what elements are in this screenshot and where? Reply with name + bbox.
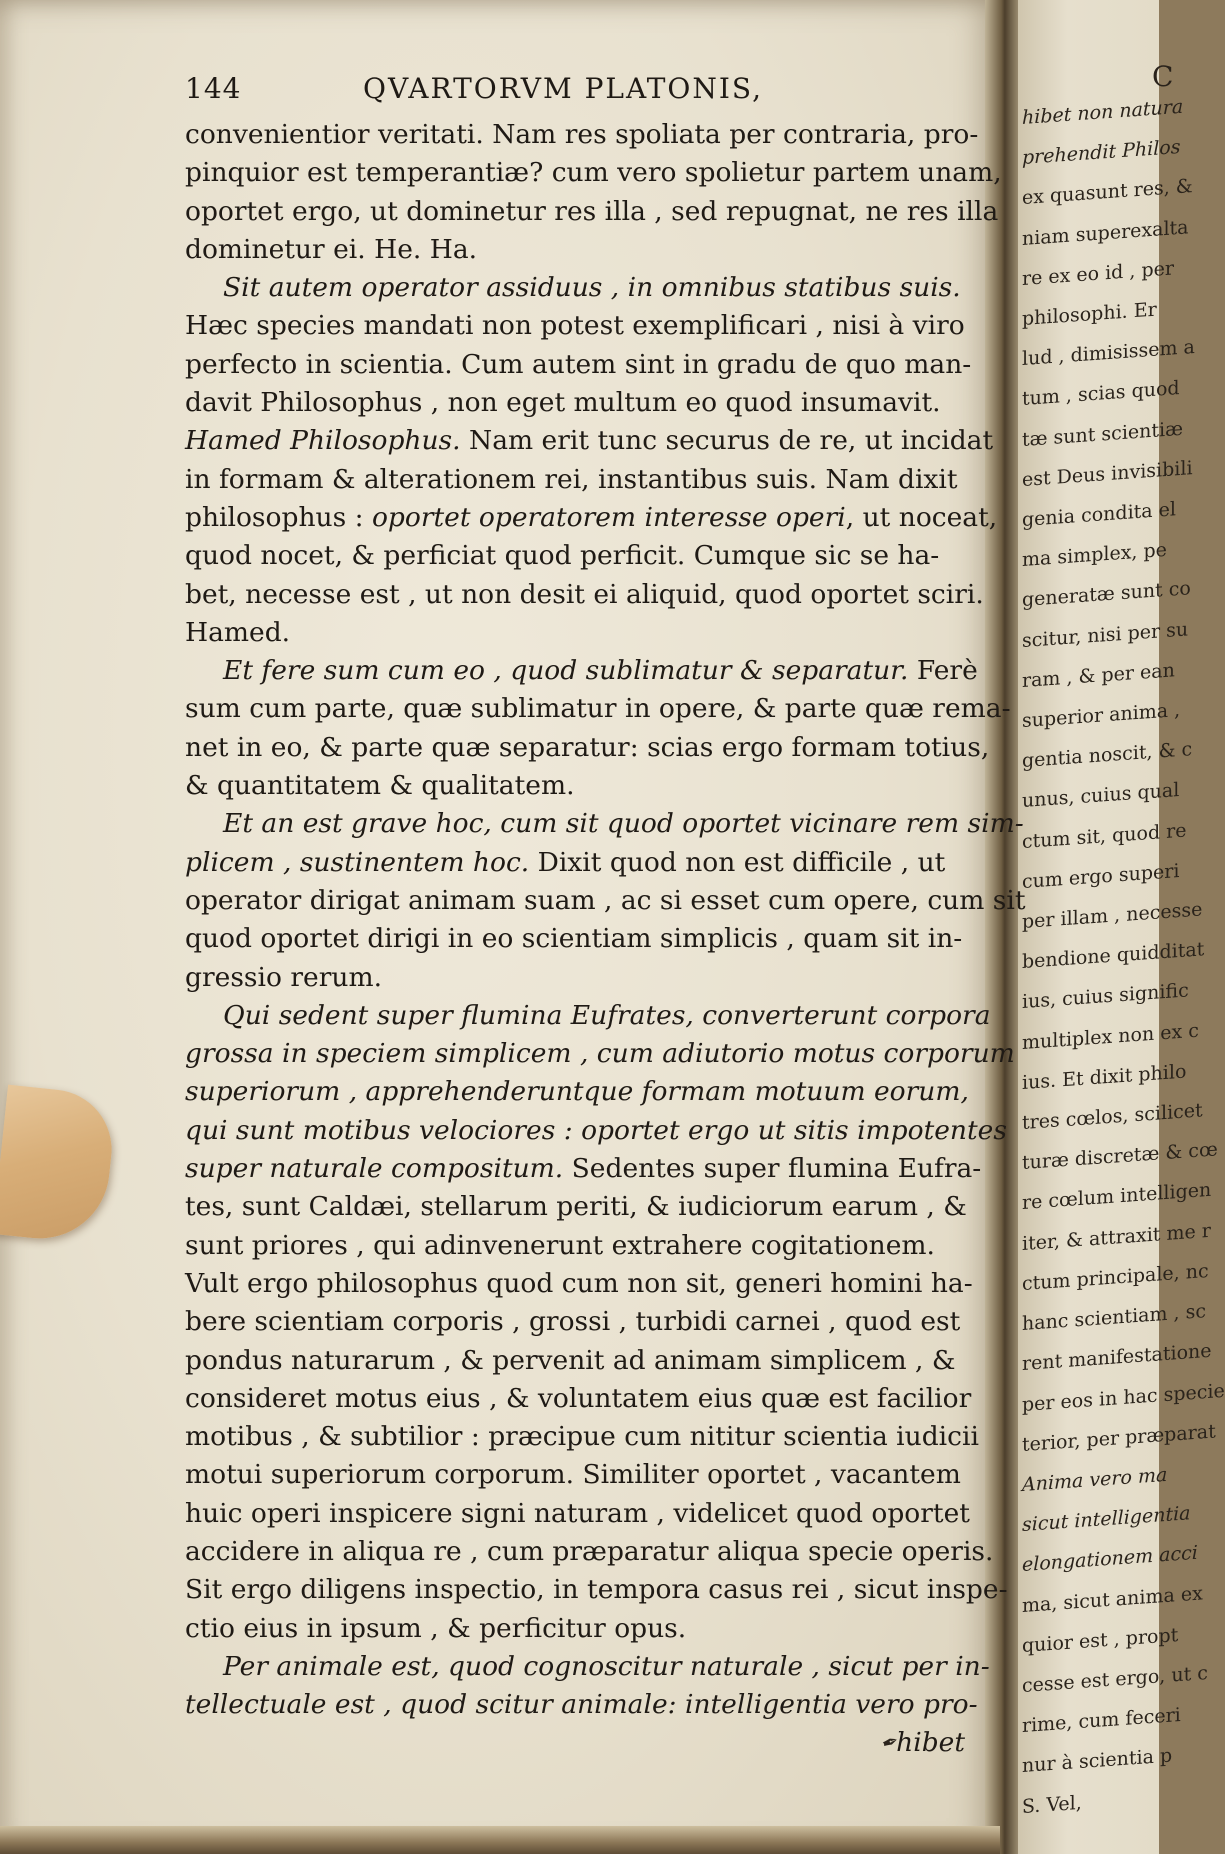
roman-text: pinquior est temperantiæ? cum vero spolietur partem unam, <box>185 157 1002 189</box>
right-text-line: per illam , necesse <box>1022 898 1203 934</box>
roman-text: dominetur ei. He. Ha. <box>185 233 478 265</box>
text-line <box>185 1686 993 1724</box>
text-line <box>185 346 993 384</box>
roman-text: Hamed. <box>185 616 291 648</box>
roman-text: convenientior veritati. Nam res spoliata per contraria, pro- <box>185 119 979 150</box>
italic-text: Qui sedent super flumina Eufrates, converterunt corpora <box>223 999 991 1031</box>
roman-text: huic operi inspicere signi naturam , videlicet quod oportet <box>185 1497 970 1529</box>
roman-text: ctio eius in ipsum , & perficitur opus. <box>185 1612 687 1644</box>
right-text-line: Anima vero ma <box>1022 1463 1168 1496</box>
italic-text: Hamed Philosophus. <box>185 425 461 457</box>
right-text-line: ctum sit, quod re <box>1022 819 1187 853</box>
text-line <box>185 461 993 499</box>
roman-text: motibus , & subtilior : præcipue cum nititur scientia iudicii <box>185 1421 979 1453</box>
paragraph <box>185 652 1011 805</box>
running-header <box>185 64 993 116</box>
text-line <box>185 307 993 345</box>
text-line <box>185 920 993 958</box>
roman-text: net in eo, & parte quæ separatur: scias ergo formam totius, <box>185 731 990 763</box>
text-line <box>185 1533 993 1571</box>
right-text-line: gentia noscit, & c <box>1022 738 1193 773</box>
text-line <box>185 844 993 882</box>
right-text-line: ram , & per ean <box>1022 659 1175 692</box>
paragraph <box>185 805 1026 996</box>
text-line <box>185 1648 993 1686</box>
roman-text: Sit ergo diligens inspectio, in tempora casus rei , sicut inspe- <box>185 1574 1008 1606</box>
right-text-line: generatæ sunt co <box>1022 577 1191 612</box>
right-text-line: nur à scientia p <box>1022 1744 1173 1778</box>
text-line <box>185 1495 993 1533</box>
roman-text: & quantitatem & qualitatem. <box>185 770 575 802</box>
right-text-line: re cœlum intelligen <box>1022 1179 1212 1215</box>
right-page-lines <box>1022 95 1225 1827</box>
text-line <box>185 576 993 614</box>
running-head: QVARTORVM PLATONIS, <box>363 72 763 105</box>
right-text-line: ma, sicut anima ex <box>1022 1581 1203 1617</box>
text-line <box>185 805 1024 843</box>
text-line <box>185 384 993 422</box>
text-line <box>185 1227 993 1265</box>
right-page-text <box>1022 56 1225 1827</box>
roman-text: Ferè <box>908 655 978 687</box>
roman-text: quod oportet dirigi in eo scientiam simplicis , quam sit in- <box>185 923 963 955</box>
italic-text: Et an est grave hoc, cum sit quod oportet vicinare rem sim- <box>223 808 1024 840</box>
right-text-line: tæ sunt scientiæ <box>1022 417 1183 451</box>
right-text-line: cum ergo superi <box>1022 859 1180 893</box>
text-line <box>185 1303 993 1341</box>
italic-text: super naturale compositum. <box>185 1153 564 1185</box>
roman-text: pondus naturarum , & pervenit ad animam simplicem , & <box>185 1344 956 1376</box>
text-line <box>185 1265 993 1303</box>
paragraph <box>185 116 1002 269</box>
text-line <box>185 1112 1007 1150</box>
italic-text: Sit autem operator assiduus , in omnibus statibus suis. <box>223 272 961 304</box>
italic-text: tellectuale est , quod scitur animale: intelligentia vero pro- <box>185 1689 978 1721</box>
text-line <box>185 729 993 767</box>
text-line <box>185 1035 1015 1073</box>
right-text-line: prehendit Philos <box>1022 136 1181 170</box>
text-line <box>185 231 993 269</box>
body-text <box>185 116 1026 1724</box>
roman-text: Vult ergo philosophus quod cum non sit, generi homini ha- <box>185 1267 973 1299</box>
right-text-line: tres cœlos, scilicet <box>1022 1099 1203 1135</box>
roman-text: in formam & alterationem rei, instantibus suis. Nam dixit <box>185 463 958 495</box>
text-line <box>185 1571 1008 1609</box>
text-line <box>185 1456 993 1494</box>
right-text-line: ctum principale, nc <box>1022 1259 1209 1295</box>
roman-text: sunt priores , qui adinvenerunt extrahere cogitationem. <box>185 1229 935 1261</box>
right-text-line: genia condita el <box>1022 498 1176 532</box>
roman-text: Hæc species mandati non potest exemplificari , nisi à viro <box>185 310 965 342</box>
italic-text: qui sunt motibus velociores : oportet ergo ut sitis impotentes <box>185 1114 1007 1146</box>
right-text-line: rime, cum feceri <box>1022 1704 1181 1738</box>
right-text-line: cesse est ergo, ut c <box>1022 1661 1208 1697</box>
text-line <box>185 997 993 1035</box>
roman-text: , ut noceat, <box>845 501 998 533</box>
right-text-line: S. Vel, <box>1022 1791 1082 1818</box>
catchword: hibet <box>896 1727 965 1759</box>
right-text-line: quior est , propt <box>1022 1623 1179 1657</box>
roman-text: sum cum parte, quæ sublimatur in opere, & parte quæ rema- <box>185 693 1011 725</box>
right-text-line: re ex eo id , per <box>1022 257 1174 290</box>
text-line <box>185 154 1002 192</box>
right-text-line: unus, cuius qual <box>1022 779 1180 813</box>
roman-text: consideret motus eius , & voluntatem eius quæ est facilior <box>185 1382 972 1414</box>
right-text-line: bendione quidditat <box>1022 938 1205 974</box>
roman-text: operator dirigat animam suam , ac si esset cum opere, cum sit <box>185 884 1026 916</box>
roman-text: Nam erit tunc securus de re, ut incidat <box>460 425 994 457</box>
right-text-line: iter, & attraxit me r <box>1022 1219 1211 1255</box>
text-line <box>185 193 999 231</box>
ink-mark-icon: ✒ <box>878 1729 903 1757</box>
roman-text: bere scientiam corporis , grossi , turbidi carnei , quod est <box>185 1306 961 1338</box>
left-page-text <box>185 64 1026 1762</box>
right-text-line: tum , scias quod <box>1022 377 1180 411</box>
roman-text: oportet ergo, ut dominetur res illa , sed repugnat, ne res illa <box>185 195 999 227</box>
page-bottom-edge <box>0 1826 1000 1854</box>
right-text-line: hanc scientiam , sc <box>1022 1300 1206 1336</box>
text-line <box>185 1342 993 1380</box>
text-line <box>185 959 993 997</box>
roman-text: perfecto in scientia. Cum autem sint in gradu de quo man- <box>185 348 972 380</box>
text-line <box>185 1610 993 1648</box>
paragraph <box>185 1648 993 1725</box>
right-text-line: turæ discretæ & cœ <box>1022 1138 1218 1175</box>
right-text-line: scitur, nisi per su <box>1022 618 1189 652</box>
right-text-line: lud , dimisissem a <box>1022 336 1195 371</box>
italic-text: grossa in speciem simplicem , cum adiutorio motus corporum <box>185 1038 1015 1070</box>
right-text-line: est Deus invisibili <box>1022 456 1193 491</box>
roman-text: tes, sunt Caldæi, stellarum periti, & iudiciorum earum , & <box>185 1191 967 1223</box>
right-text-line: niam superexalta <box>1022 215 1189 250</box>
roman-text: accidere in aliqua re , cum præparatur aliqua specie operis. <box>185 1535 994 1567</box>
right-text-line: rent manifestatione <box>1022 1340 1212 1376</box>
text-line <box>185 882 1026 920</box>
page-number: 144 <box>185 72 242 105</box>
text-line <box>185 1073 993 1111</box>
paragraph <box>185 269 998 652</box>
right-text-line: per eos in hac specie <box>1022 1379 1225 1416</box>
text-line <box>185 537 993 575</box>
text-line <box>185 690 1011 728</box>
paragraph <box>185 997 1015 1648</box>
text-line <box>185 1380 993 1418</box>
right-running-head: C <box>1152 60 1174 93</box>
text-line <box>185 116 993 154</box>
text-line <box>185 1188 993 1226</box>
italic-text: superiorum , apprehenderuntque formam motuum eorum, <box>185 1076 969 1108</box>
roman-text: motui superiorum corporum. Similiter oportet , vacantem <box>185 1459 961 1491</box>
roman-text: Sedentes super flumina Eufra- <box>563 1153 982 1185</box>
text-line <box>185 1150 993 1188</box>
right-text-line: ma simplex, pe <box>1022 539 1167 572</box>
text-line <box>185 269 993 307</box>
italic-text: Et fere sum cum eo , quod sublimatur & separatur. <box>223 655 909 687</box>
text-line <box>185 767 993 805</box>
text-line <box>185 499 998 537</box>
roman-text: davit Philosophus , non eget multum eo quod insumavit. <box>185 387 941 419</box>
roman-text: philosophus : <box>185 501 372 533</box>
right-text-line: ius, cuius signific <box>1022 979 1189 1014</box>
text-line <box>185 614 993 652</box>
text-line <box>185 652 993 690</box>
right-text-line: hibet non natura <box>1022 95 1184 129</box>
roman-text: Dixit quod non est difficile , ut <box>529 846 946 878</box>
text-line <box>185 422 993 460</box>
right-text-line: multiplex non ex c <box>1022 1019 1199 1054</box>
roman-text: bet, necesse est , ut non desit ei aliquid, quod oportet sciri. <box>185 578 984 610</box>
italic-text: plicem , sustinentem hoc. <box>185 846 530 878</box>
right-text-line: elongationem acci <box>1022 1542 1198 1577</box>
text-line <box>185 1418 993 1456</box>
right-text-line: ius. Et dixit philo <box>1022 1060 1187 1094</box>
roman-text: quod nocet, & perficiat quod perficit. Cumque sic se ha- <box>185 540 940 572</box>
italic-text: oportet operatorem interesse operi <box>371 501 846 533</box>
right-text-line: philosophi. Er <box>1022 298 1157 331</box>
right-text-line: ex quasunt res, & <box>1022 175 1193 210</box>
right-text-line: superior anima , <box>1022 698 1181 733</box>
right-text-line: sicut intelligentia <box>1022 1502 1191 1537</box>
italic-text: Per animale est, quod cognoscitur naturale , sicut per in- <box>223 1650 990 1682</box>
right-text-line: terior, per præparat <box>1022 1420 1216 1456</box>
roman-text: gressio rerum. <box>185 961 383 993</box>
